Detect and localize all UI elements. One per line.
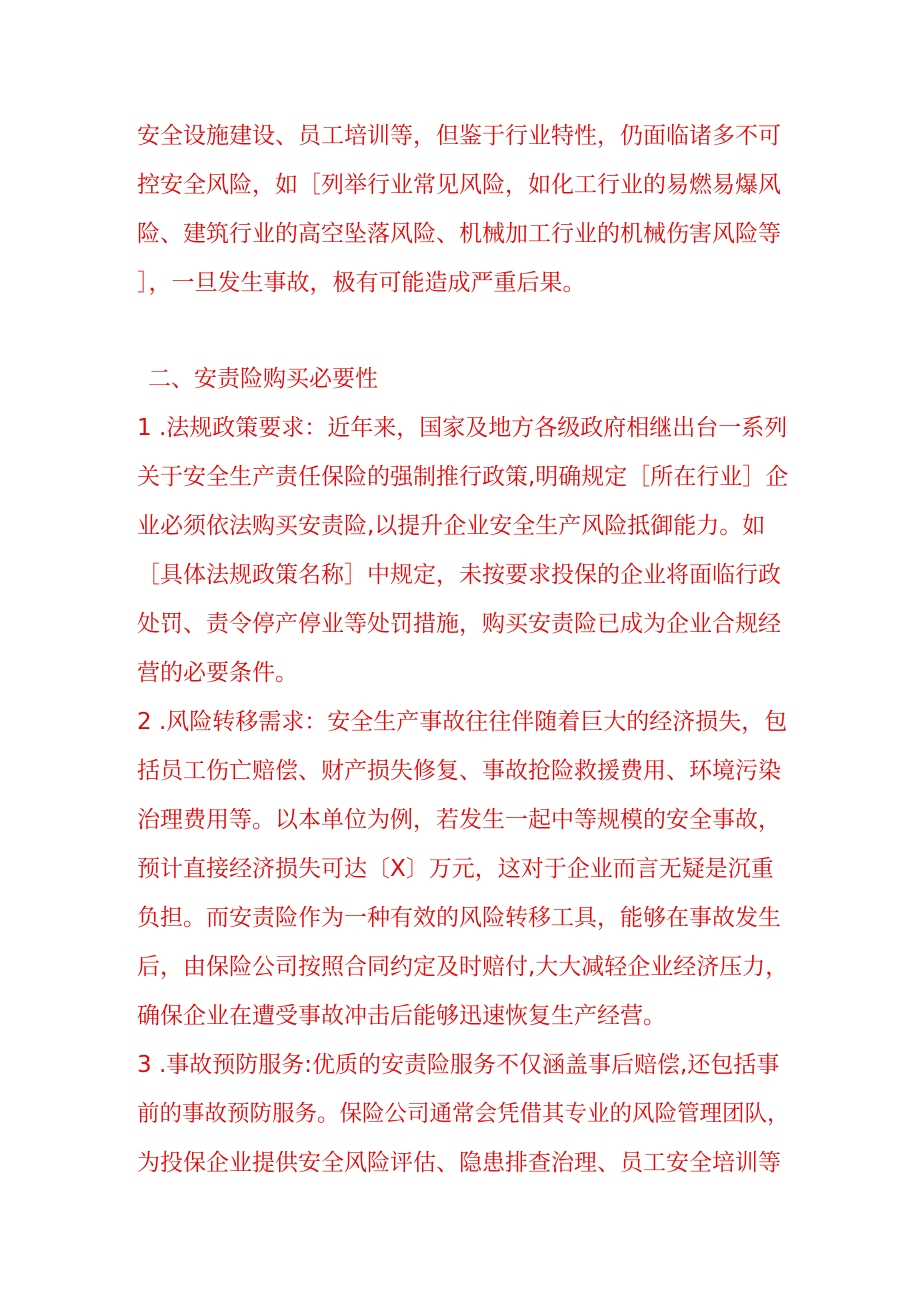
item-3-line-1: 3 .事故预防服务:优质的安责险服务不仅涵盖事后赔偿,还包括事 — [137, 1052, 780, 1078]
item-3-line-2: 前的事故预防服务。保险公司通常会凭借其专业的风险管理团队， — [137, 1101, 790, 1127]
text-line — [0, 699, 920, 745]
paragraph-intro-line-1: 安全设施建设、员工培训等，但鉴于行业特性，仍面临诸多不可 — [137, 123, 781, 149]
text-line — [0, 113, 920, 159]
text-line — [0, 944, 920, 990]
text-line — [0, 797, 920, 843]
section-heading: 二、安责险购买必要性 — [148, 366, 378, 392]
paragraph-intro-line-2: 控安全风险，如［列举行业常见风险，如化工行业的易燃易爆风 — [137, 172, 781, 198]
text-line — [0, 552, 920, 598]
item-2-line-7: 确保企业在遭受事故冲击后能够迅速恢复生产经营。 — [137, 1003, 666, 1029]
item-2-line-2: 括员工伤亡赔偿、财产损失修复、事故抢险救援费用、环境污染 — [137, 758, 781, 784]
text-line — [0, 162, 920, 208]
paragraph-intro-line-3: 险、建筑行业的高空坠落风险、机械加工行业的机械伤害风险等 — [137, 221, 781, 247]
text-line — [0, 1140, 920, 1186]
text-line — [0, 846, 920, 892]
text-line — [0, 601, 920, 647]
item-1-line-4: ［具体法规政策名称］中规定，未按要求投保的企业将面临行政 — [137, 562, 781, 588]
text-line — [0, 356, 920, 402]
text-line — [0, 1091, 920, 1137]
text-line — [0, 260, 920, 306]
text-line — [0, 650, 920, 696]
item-2-line-5: 负担。而安责险作为一种有效的风险转移工具，能够在事故发生 — [137, 905, 781, 931]
text-line — [0, 993, 920, 1039]
text-line — [0, 1042, 920, 1088]
text-line — [0, 503, 920, 549]
paragraph-intro-line-4: ］，一旦发生事故，极有可能造成严重后果。 — [137, 270, 586, 296]
item-1-line-2: 关于安全生产责任保险的强制推行政策,明确规定［所在行业］企 — [137, 464, 789, 490]
item-1-line-3: 业必须依法购买安责险,以提升企业安全生产风险抵御能力。如 — [137, 513, 766, 539]
text-line — [0, 748, 920, 794]
text-line — [0, 895, 920, 941]
item-3-line-3: 为投保企业提供安全风险评估、隐患排查治理、员工安全培训等 — [137, 1150, 781, 1176]
item-1-line-5: 处罚、责令停产停业等处罚措施，购买安责险已成为企业合规经 — [137, 611, 781, 637]
item-1-line-1: 1 .法规政策要求：近年来，国家及地方各级政府相继出台一系列 — [137, 415, 788, 441]
item-2-line-3: 治理费用等。以本单位为例，若发生一起中等规模的安全事故， — [137, 807, 781, 833]
text-line — [0, 405, 920, 451]
item-1-line-6: 营的必要条件。 — [137, 660, 298, 686]
item-2-line-4: 预计直接经济损失可达〔X〕万元，这对于企业而言无疑是沉重 — [137, 856, 774, 882]
item-2-line-6: 后，由保险公司按照合同约定及时赔付,大大减轻企业经济压力， — [137, 954, 789, 980]
text-line — [0, 454, 920, 500]
item-2-line-1: 2 .风险转移需求：安全生产事故往往伴随着巨大的经济损失，包 — [137, 709, 788, 735]
text-line — [0, 211, 920, 257]
